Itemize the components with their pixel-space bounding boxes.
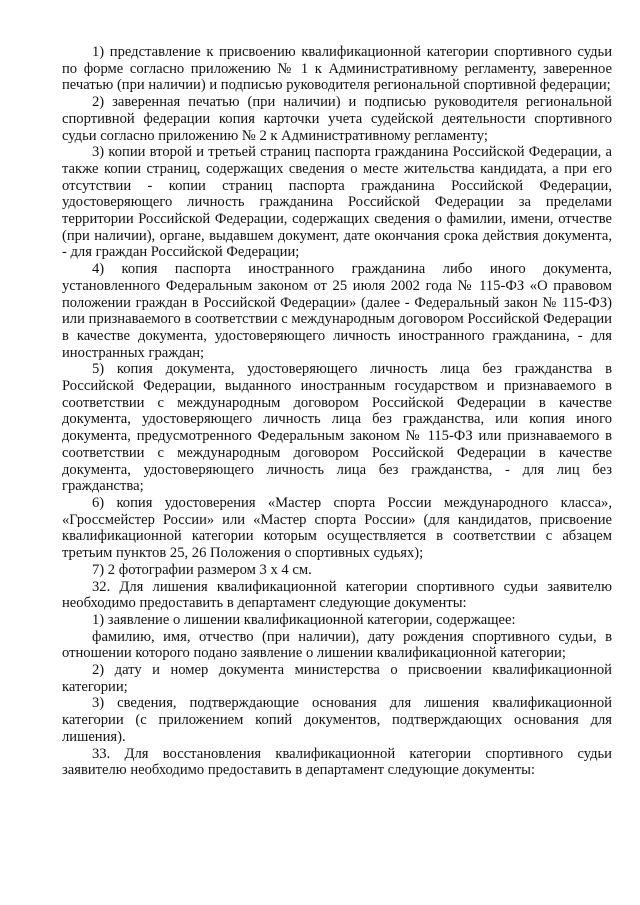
paragraph-32-item-3: 3) сведения, подтверждающие основания для лишения квалификационной категории (с приложением копий документов, подтверждающих основания для лишения).	[62, 695, 612, 745]
paragraph-section-33: 33. Для восстановления квалификационной категории спортивного судьи заявителю необходимо предоставить в департамент следующие документы:	[62, 745, 612, 779]
document-page	[62, 44, 612, 779]
paragraph-item-4-foreign-passport: 4) копия паспорта иностранного гражданина либо иного документа, установленного Федеральным законом от 25 июля 2002 года № 115-ФЗ «О правовом положении граждан в Российской Федерации» (далее - Федеральный закон № 115-ФЗ) или признаваемого в соответствии с международным договором Российской Федерации в качестве документа, удостоверяющего личность иностранного гражданина, - для иностранных граждан;	[62, 261, 612, 361]
paragraph-item-6-master-certificate: 6) копия удостоверения «Мастер спорта России международного класса», «Гроссмейстер России» или «Мастер спорта России» (для кандидатов, присвоение квалификационной категории которым осуществляется в соответствии с абзацем третьим пунктов 25, 26 Положения о спортивных судьях);	[62, 494, 612, 562]
paragraph-item-1-submission: 1) представление к присвоению квалификационной категории спортивного судьи по форме согласно приложению № 1 к Административному регламенту, заверенное печатью (при наличии) и подписью руководителя региональной спортивной федерации;	[62, 44, 612, 94]
paragraph-32-item-1: 1) заявление о лишении квалификационной категории, содержащее:	[92, 611, 516, 628]
paragraph-32-item-2: 2) дату и номер документа министерства о присвоении квалификационной категории;	[62, 662, 612, 695]
paragraph-item-5-stateless-document: 5) копия документа, удостоверяющего личность лица без гражданства в Российской Федерации, выданного иностранным государством и признаваемого в соответствии с международным договором Российской Федерации в качестве документа, удостоверяющего личность лица без гражданства, или копия иного документа, предусмотренного Федеральным законом № 115-ФЗ или признаваемого в соответствии с международным договором Российской Федерации в качестве документа, удостоверяющего личность лица без гражданства, - для лиц без гражданства;	[62, 361, 612, 495]
paragraph-item-3-passport-copies: 3) копии второй и третьей страниц паспорта гражданина Российской Федерации, а также копии страниц, содержащих сведения о месте жительства кандидата, а при его отсутствии - копии страниц паспорта гражданина Российской Федерации, удостоверяющего личность гражданина Российской Федерации за пределами территории Российской Федерации, содержащих сведения о фамилии, имени, отчестве (при наличии), органе, выдавшем документ, дате окончания срока действия документа, - для граждан Российской Федерации;	[62, 144, 612, 261]
paragraph-32-full-name: фамилию, имя, отчество (при наличии), дату рождения спортивного судьи, в отношении которого подано заявление о лишении квалификационной категории;	[62, 628, 612, 662]
paragraph-item-2-record-card: 2) заверенная печатью (при наличии) и подписью руководителя региональной спортивной федерации копия карточки учета судейской деятельности спортивного судьи согласно приложению № 2 к Административному регламенту;	[62, 94, 612, 144]
paragraph-item-7-photos: 7) 2 фотографии размером 3 х 4 см.	[92, 561, 312, 578]
paragraph-section-32: 32. Для лишения квалификационной категории спортивного судьи заявителю необходимо предоставить в департамент следующие документы:	[62, 578, 612, 612]
